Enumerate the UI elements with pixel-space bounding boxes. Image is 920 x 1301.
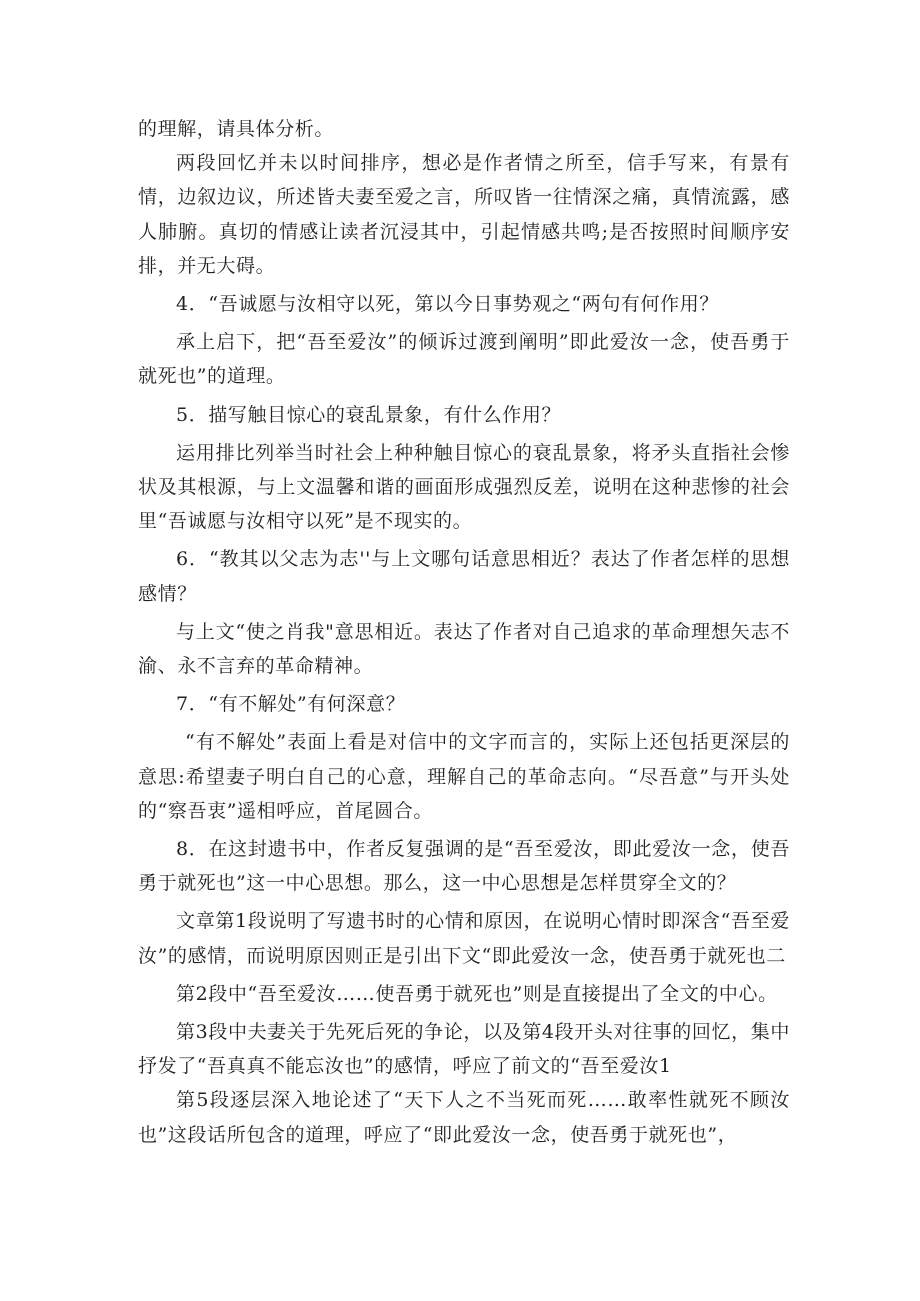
paragraph-answer-4: 承上启下，把“吾至爱汝”的倾诉过渡到阐明”即此爱汝一念，使吾勇于就死也”的道理。 [138,331,790,388]
paragraph-answer-8-part-4: 第5段逐层深入地论述了“天下人之不当死而死……敢率性就死不顾汝也”这段话所包含的道理，呼应了“即此爱汝一念，使吾勇于就死也”， [138,1089,790,1146]
paragraph-answer-8-part-1: 文章第1段说明了写遗书时的心情和原因，在说明心情时即深含“吾至爱汝”的感情，而说明原因则正是引出下文“即此爱汝一念，使吾勇于就死也二 [138,910,790,967]
paragraph-answer-6: 与上文“使之肖我"意思相近。表达了作者对自己追求的革命理想矢志不渝、永不言弃的革命精神。 [138,620,790,678]
paragraph-answer-3: 两段回忆并未以时间排序，想必是作者情之所至，信手写来，有景有情，边叙边议，所述皆夫妻至爱之言，所叹皆一往情深之痛，真情流露，感人肺腑。真切的情感让读者沉浸其中，引起情感共鸣;是否按照时间顺序安排，并无大碍。 [138,152,790,277]
paragraph-answer-5: 运用排比列举当时社会上种种触目惊心的衰乱景象，将矛头直指社会惨状及其根源，与上文温馨和谐的画面形成强烈反差，说明在这种悲惨的社会里“吾诚愿与汝相守以死”是不现实的。 [138,441,790,533]
paragraph-question-6: 6．“教其以父志为志''与上文哪句话意思相近？表达了作者怎样的思想感情？ [138,548,790,605]
paragraph-answer-8-part-3: 第3段中夫妻关于先死后死的争论，以及第4段开头对往事的回忆，集中抒发了“吾真真不能忘汝也”的感情，呼应了前文的“吾至爱汝1 [138,1021,790,1078]
paragraph-question-tail: 的理解，请具体分析。 [138,118,335,140]
paragraph-question-4: 4．“吾诚愿与汝相守以死，第以今日事势观之“两句有何作用？ [176,293,719,316]
paragraph-question-7: 7．“有不解处”有何深意？ [176,693,406,716]
paragraph-answer-8-part-2: 第2段中“吾至爱汝……使吾勇于就死也”则是直接提出了全文的中心。 [176,982,778,1005]
paragraph-answer-7: “有不解处”表面上看是对信中的文字而言的，实际上还包括更深层的意思:希望妻子明白自己的心意，理解自己的革命志向。“尽吾意”与开头处的“察吾衷”遥相呼应，首尾圆合。 [138,731,790,822]
document-body [138,112,790,1152]
paragraph-question-8: 8．在这封遗书中，作者反复强调的是“吾至爱汝，即此爱汝一念，使吾勇于就死也”这一中心思想。那么，这一中心思想是怎样贯穿全文的？ [138,838,790,895]
paragraph-question-5: 5．描写触目惊心的衰乱景象，有什么作用？ [176,403,562,426]
